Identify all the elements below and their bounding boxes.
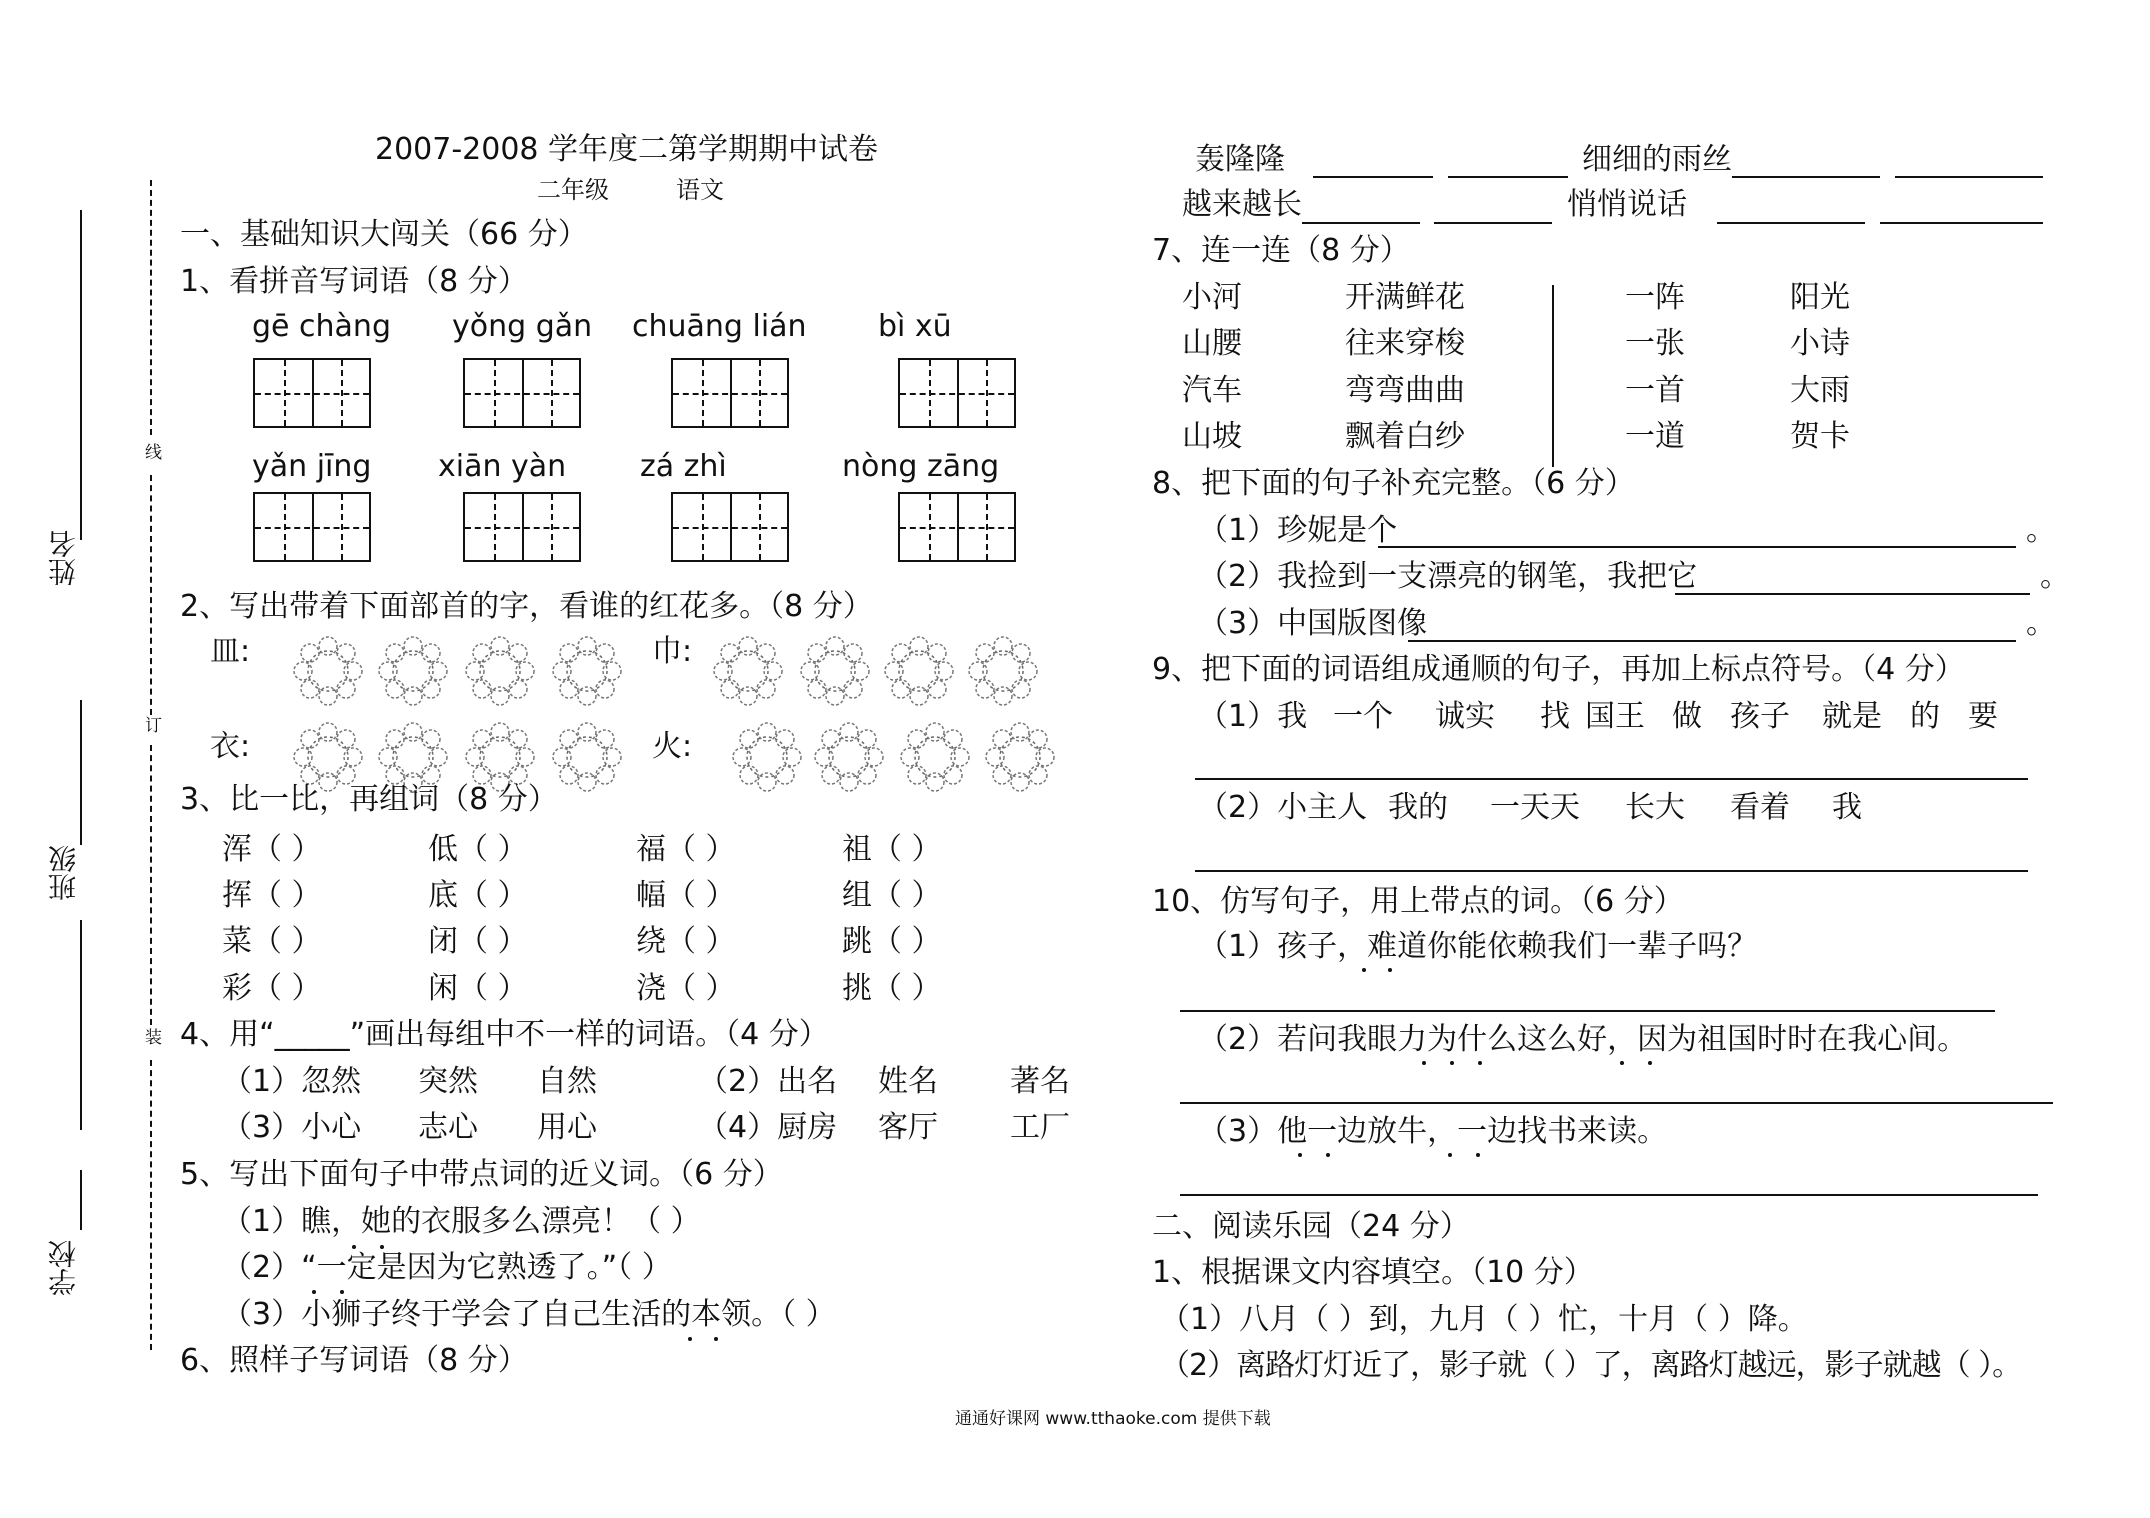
q3-cell[interactable]: 福（ ）	[636, 832, 736, 867]
tianzi-box[interactable]	[253, 358, 371, 428]
q3-cell[interactable]: 绕（ ）	[636, 924, 736, 959]
q6-heading: 6、照样子写词语（8 分）	[180, 1343, 528, 1378]
q3-cell[interactable]: 浇（ ）	[636, 971, 736, 1006]
radical-4: 火:	[652, 729, 693, 764]
flower-icon[interactable]	[985, 722, 1057, 794]
period: 。	[2026, 606, 2056, 641]
q6-word: 细细的雨丝	[1582, 142, 1732, 177]
tianzi-box[interactable]	[898, 358, 1016, 428]
ding-mark: 订	[145, 716, 162, 736]
q6-word: 轰隆隆	[1195, 142, 1285, 177]
flower-icon[interactable]	[968, 636, 1040, 708]
pinyin-4: bì xū	[878, 309, 952, 344]
q3-cell[interactable]: 浑（ ）	[222, 832, 322, 867]
class-label: 班级	[47, 845, 80, 901]
q9-word[interactable]: （1）我	[1198, 699, 1308, 734]
q7-item[interactable]: 一道	[1625, 419, 1685, 454]
q3-cell[interactable]: 闲（ ）	[428, 971, 528, 1006]
q9-word[interactable]: 找	[1540, 699, 1570, 734]
q7-item[interactable]: 山坡	[1182, 419, 1242, 454]
q6-word: 悄悄说话	[1567, 187, 1687, 222]
answer-line[interactable]	[1675, 593, 2030, 595]
pinyin-1: gē chàng	[252, 309, 391, 344]
class-line-bottom	[80, 920, 82, 1130]
q7-item[interactable]: 大雨	[1790, 373, 1850, 408]
q3-cell[interactable]: 底（ ）	[428, 878, 528, 913]
q4-heading: 4、用“_____”画出每组中不一样的词语。（4 分）	[180, 1017, 829, 1052]
q7-item[interactable]: 一首	[1625, 373, 1685, 408]
q4-word[interactable]: 客厅	[878, 1110, 938, 1145]
answer-line[interactable]	[1732, 176, 1880, 178]
q3-cell[interactable]: 祖（ ）	[842, 832, 942, 867]
tianzi-box[interactable]	[898, 492, 1016, 562]
q9-word[interactable]: 诚实	[1435, 699, 1495, 734]
answer-line[interactable]	[1195, 778, 2028, 780]
pinyin-8: nòng zāng	[842, 449, 1000, 484]
q9-word[interactable]: （2）小主人	[1198, 790, 1368, 825]
q3-cell[interactable]: 幅（ ）	[636, 878, 736, 913]
q7-item[interactable]: 小诗	[1790, 326, 1850, 361]
page-title: 2007-2008 学年度二第学期期中试卷	[375, 132, 879, 167]
q2-heading: 2、写出带着下面部首的字，看谁的红花多。（8 分）	[180, 589, 873, 624]
answer-line[interactable]	[1717, 222, 1865, 224]
answer-line[interactable]	[1180, 1010, 1995, 1012]
answer-line[interactable]	[1302, 222, 1420, 224]
q9-word[interactable]: 要	[1968, 699, 1998, 734]
radical-1: 皿:	[210, 634, 251, 669]
q4-word[interactable]: （3）小心	[222, 1110, 362, 1145]
cut-line-1	[150, 180, 152, 435]
q4-word[interactable]: 用心	[537, 1110, 597, 1145]
q7-divider	[1552, 285, 1554, 467]
flower-icon[interactable]	[900, 722, 972, 794]
q3-cell[interactable]: 低（ ）	[428, 832, 528, 867]
pinyin-7: zá zhì	[640, 449, 727, 484]
pinyin-3: chuāng lián	[632, 309, 807, 344]
cut-line-2	[150, 475, 152, 715]
q10-item: （1）孩子，难道你能依赖我们一辈子吗？	[1198, 929, 1758, 964]
q7-heading: 7、连一连（8 分）	[1152, 233, 1410, 268]
q3-heading: 3、比一比，再组词（8 分）	[180, 782, 558, 817]
flower-icon[interactable]	[884, 636, 956, 708]
q4-word[interactable]: 工厂	[1010, 1110, 1070, 1145]
q9-word[interactable]: 就是	[1822, 699, 1882, 734]
q7-item[interactable]: 汽车	[1182, 373, 1242, 408]
flower-icon[interactable]	[800, 636, 872, 708]
pinyin-6: xiān yàn	[438, 449, 567, 484]
answer-line[interactable]	[1180, 1102, 2053, 1104]
answer-line[interactable]	[1880, 222, 2043, 224]
name-line	[80, 210, 82, 540]
q8-item: （3）中国版图像	[1198, 606, 1428, 641]
q3-cell[interactable]: 菜（ ）	[222, 924, 322, 959]
flower-icon[interactable]	[552, 722, 624, 794]
cut-line-3	[150, 745, 152, 1025]
q5-item[interactable]: （3）小狮子终于学会了自己生活的本领。（ ）	[222, 1297, 836, 1332]
school-line-top	[80, 1170, 82, 1230]
flower-icon[interactable]	[814, 722, 886, 794]
zhuang-mark: 装	[145, 1028, 162, 1048]
q4-word[interactable]: （4）厨房	[698, 1110, 838, 1145]
tianzi-box[interactable]	[463, 358, 581, 428]
q9-word[interactable]: 的	[1910, 699, 1940, 734]
q6-word: 越来越长	[1182, 187, 1302, 222]
answer-line[interactable]	[1195, 870, 2028, 872]
q8-item: （2）我捡到一支漂亮的钢笔，我把它	[1198, 559, 1698, 594]
q9-heading: 9、把下面的词语组成通顺的句子，再加上标点符号。（4 分）	[1152, 652, 1965, 687]
q4-word[interactable]: 志心	[418, 1110, 478, 1145]
q5-heading: 5、写出下面句子中带点词的近义词。（6 分）	[180, 1157, 783, 1192]
r1-item[interactable]: （1）八月（ ）到，九月（ ）忙，十月（ ）降。	[1160, 1302, 1808, 1337]
pinyin-5: yǎn jīng	[252, 449, 372, 484]
q10-heading: 10、仿写句子，用上带点的词。（6 分）	[1152, 884, 1684, 919]
tianzi-box[interactable]	[671, 358, 789, 428]
q7-item[interactable]: 阳光	[1790, 280, 1850, 315]
flower-icon[interactable]	[465, 636, 537, 708]
answer-line[interactable]	[1378, 546, 2016, 548]
answer-line[interactable]	[1895, 176, 2043, 178]
q7-item[interactable]: 一张	[1625, 326, 1685, 361]
answer-line[interactable]	[1408, 640, 2016, 642]
q7-item[interactable]: 一阵	[1625, 280, 1685, 315]
name-label: 姓名	[47, 530, 80, 586]
answer-line[interactable]	[1448, 176, 1568, 178]
q5-item[interactable]: （1）瞧，她的衣服多么漂亮！（ ）	[222, 1204, 701, 1239]
period: 。	[2026, 513, 2056, 548]
q4-word[interactable]: 著名	[1010, 1064, 1070, 1099]
pinyin-2: yǒng gǎn	[452, 309, 593, 344]
answer-line[interactable]	[1434, 222, 1552, 224]
subtitle-subject: 语文	[676, 176, 724, 204]
q9-word[interactable]: 一天天	[1490, 790, 1580, 825]
q9-word[interactable]: 孩子	[1730, 699, 1790, 734]
q7-item[interactable]: 弯弯曲曲	[1345, 373, 1465, 408]
flower-icon[interactable]	[713, 636, 785, 708]
school-label: 学校	[47, 1240, 80, 1296]
q4-word[interactable]: 自然	[537, 1064, 597, 1099]
q3-cell[interactable]: 挑（ ）	[842, 971, 942, 1006]
subtitle-grade: 二年级	[537, 176, 609, 204]
q4-word[interactable]: （2）出名	[698, 1064, 838, 1099]
q9-word[interactable]: 我	[1832, 790, 1862, 825]
flower-icon[interactable]	[552, 636, 624, 708]
q7-item[interactable]: 开满鲜花	[1345, 280, 1465, 315]
q9-word[interactable]: 看着	[1730, 790, 1790, 825]
q9-word[interactable]: 长大	[1625, 790, 1685, 825]
q9-word[interactable]: 做	[1672, 699, 1702, 734]
q4-word[interactable]: 姓名	[878, 1064, 938, 1099]
period: 。	[2040, 559, 2070, 594]
flower-icon[interactable]	[293, 636, 365, 708]
q7-item[interactable]: 小河	[1182, 280, 1242, 315]
q3-cell[interactable]: 组（ ）	[842, 878, 942, 913]
q7-item[interactable]: 山腰	[1182, 326, 1242, 361]
section2-heading: 二、阅读乐园（24 分）	[1152, 1209, 1470, 1244]
q10-item: （3）他一边放牛，一边找书来读。	[1198, 1114, 1668, 1149]
class-line-top	[80, 700, 82, 845]
q3-cell[interactable]: 闭（ ）	[428, 924, 528, 959]
flower-icon[interactable]	[732, 722, 804, 794]
q9-word[interactable]: 国王	[1585, 699, 1645, 734]
tianzi-box[interactable]	[463, 492, 581, 562]
q1-heading: 1、看拼音写词语（8 分）	[180, 264, 528, 299]
q7-item[interactable]: 贺卡	[1790, 419, 1850, 454]
r1-item[interactable]: （2）离路灯灯近了，影子就（ ）了，离路灯越远，影子就越（ ）。	[1160, 1348, 2022, 1383]
answer-line[interactable]	[1313, 176, 1433, 178]
q4-word[interactable]: 突然	[418, 1064, 478, 1099]
q9-word[interactable]: 我的	[1388, 790, 1448, 825]
q9-word[interactable]: 一个	[1333, 699, 1393, 734]
section1-heading: 一、基础知识大闯关（66 分）	[180, 217, 588, 252]
q3-cell[interactable]: 彩（ ）	[222, 971, 322, 1006]
radical-3: 衣:	[210, 729, 251, 764]
flower-icon[interactable]	[378, 636, 450, 708]
answer-line[interactable]	[1180, 1194, 2038, 1196]
q3-cell[interactable]: 挥（ ）	[222, 878, 322, 913]
q10-item: （2）若问我眼力为什么这么好，因为祖国时时在我心间。	[1198, 1022, 1968, 1057]
tianzi-box[interactable]	[671, 492, 789, 562]
q3-cell[interactable]: 跳（ ）	[842, 924, 942, 959]
q8-heading: 8、把下面的句子补充完整。（6 分）	[1152, 466, 1635, 501]
q4-word[interactable]: （1）忽然	[222, 1064, 362, 1099]
q7-item[interactable]: 飘着白纱	[1345, 419, 1465, 454]
q7-item[interactable]: 往来穿梭	[1345, 326, 1465, 361]
xian-mark: 线	[145, 443, 162, 463]
r1-heading: 1、根据课文内容填空。（10 分）	[1152, 1255, 1594, 1290]
radical-2: 巾:	[652, 634, 693, 669]
q8-item: （1）珍妮是个	[1198, 513, 1398, 548]
cut-line-4	[150, 1060, 152, 1350]
footer: 通通好课网 www.tthaoke.com 提供下载	[955, 1409, 1271, 1429]
q5-item[interactable]: （2）“一定是因为它熟透了。”（ ）	[222, 1250, 672, 1285]
tianzi-box[interactable]	[253, 492, 371, 562]
